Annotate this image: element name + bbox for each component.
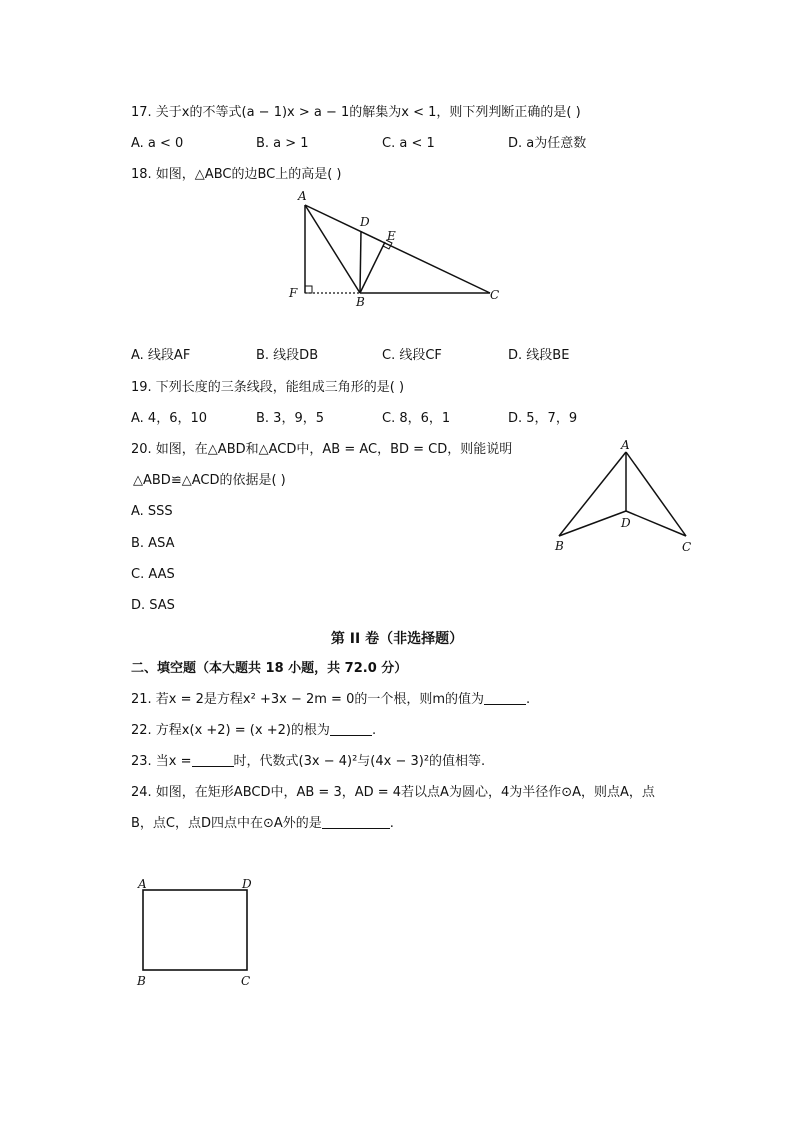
q20-option-d: D. SAS [131, 598, 175, 613]
q19-option-b: B. 3，9，5 [256, 411, 324, 426]
q24-end: . [389, 816, 394, 831]
q20-option-a: A. SSS [131, 504, 173, 519]
section-header: 二、填空题（本大题共 18 小题，共 72.0 分） [131, 661, 408, 676]
q20-stem-line1: 20. 如图，在△ABD和△ACD中，AB = AC，BD = CD，则能说明 [131, 442, 513, 457]
q18-label-e: E [387, 229, 396, 243]
q20-option-c: C. AAS [131, 567, 175, 582]
q21 [131, 691, 530, 709]
q20-label-c: C [682, 540, 692, 554]
q17-option-c: C. a < 1 [382, 136, 435, 151]
q22-end: . [371, 723, 377, 738]
q19-stem: 19. 下列长度的三条线段，能组成三角形的是( ) [131, 380, 405, 395]
q24-text: B，点C，点D四点中在⊙A外的是 [131, 816, 322, 831]
q24-label-a: A [138, 877, 147, 891]
q22 [131, 722, 376, 740]
q24-line1: 24. 如图，在矩形ABCD中，AB = 3，AD = 4若以点A为圆心，4为半径作⊙A，则点A，点 [131, 785, 655, 800]
q18-right-angle-f [305, 286, 312, 293]
q18-option-b: B. 线段DB [256, 348, 319, 363]
q21-answer-blank[interactable] [484, 691, 526, 705]
q21-end: . [526, 692, 531, 707]
q18-label-f: F [289, 286, 298, 300]
q23-text: 23. 当x = [131, 754, 192, 769]
q18-stem: 18. 如图，△ABC的边BC上的高是( ) [131, 167, 342, 182]
q24-answer-blank[interactable] [322, 815, 390, 829]
q20-stem-line2: △ABD≌△ACD的依据是( ) [133, 473, 286, 488]
q17-stem: 17. 关于x的不等式(a − 1)x > a − 1的解集为x < 1，则下列判断正确的是( ) [131, 105, 581, 120]
q18-figure [280, 185, 510, 315]
q18-label-b: B [356, 295, 365, 309]
q19-option-d: D. 5，7，9 [508, 411, 578, 426]
q24-figure [132, 873, 262, 993]
q24-label-d: D [242, 877, 252, 891]
q19-option-a: A. 4，6，10 [131, 411, 208, 426]
section-title: 第 II 卷（非选择题） [330, 631, 464, 647]
q20-label-b: B [555, 539, 564, 553]
q23-end: 时，代数式(3x − 4)²与(4x − 3)²的值相等. [233, 754, 486, 769]
q21-text: 21. 若x = 2是方程x² +3x − 2m = 0的一个根，则m的值为 [131, 692, 485, 707]
q24-line2 [131, 815, 394, 833]
q18-label-d: D [360, 215, 370, 229]
q17-option-d: D. a为任意数 [508, 136, 587, 151]
q20-label-d: D [621, 516, 631, 530]
q18-line-be [360, 242, 385, 293]
q18-label-a: A [298, 189, 307, 203]
q22-text: 22. 方程x(x +2) = (x +2)的根为 [131, 723, 330, 738]
q17-option-a: A. a < 0 [131, 136, 184, 151]
q18-option-d: D. 线段BE [508, 348, 570, 363]
q18-option-c: C. 线段CF [382, 348, 442, 363]
q20-figure [548, 436, 698, 561]
q18-line-db [360, 231, 361, 293]
q20-option-b: B. ASA [131, 536, 175, 551]
q18-option-a: A. 线段AF [131, 348, 191, 363]
q17-option-b: B. a > 1 [256, 136, 309, 151]
q19-option-c: C. 8，6，1 [382, 411, 451, 426]
q20-label-a: A [621, 438, 630, 452]
q24-rectangle [143, 890, 247, 970]
q22-answer-blank[interactable] [330, 722, 372, 736]
q24-label-b: B [137, 974, 146, 988]
q23 [131, 753, 485, 771]
q18-label-c: C [490, 288, 500, 302]
q24-label-c: C [241, 974, 251, 988]
q23-answer-blank[interactable] [192, 753, 234, 767]
